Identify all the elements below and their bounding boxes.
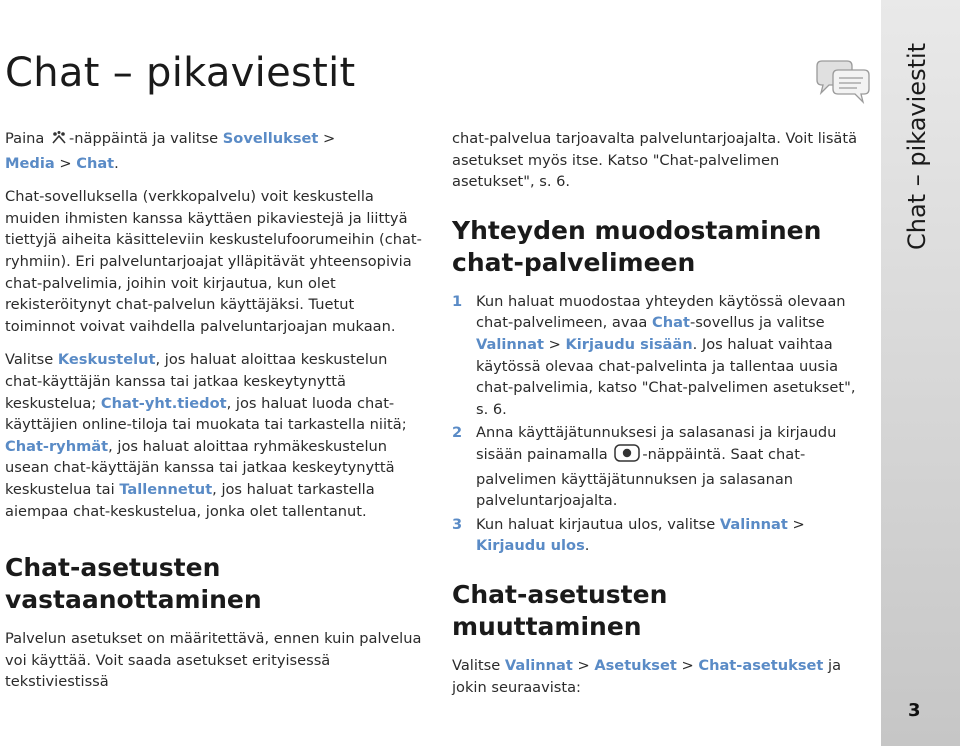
option-chat-app: Chat [652,314,690,332]
page-number: 3 [908,700,921,721]
option-saved: Tallennetut [119,480,213,498]
option-options: Valinnat [719,515,788,533]
option-options: Valinnat [504,656,573,674]
heading-receive-settings: Chat-asetusten vastaanottaminen [5,553,262,615]
option-chat-settings: Chat-asetukset [698,656,824,674]
option-log-out: Kirjaudu ulos [476,537,585,555]
continuation-paragraph: chat-palvelua tarjoavalta palveluntarjoajalta. Voit lisätä asetukset myös itse. Katso "Chat-palvelimen asetukset", s. 6. [452,130,858,191]
option-contacts: Chat-yht.tiedot [100,394,227,412]
select-key-icon [614,444,640,469]
step-item: 3 Kun haluat kirjautua ulos, valitse Valinnat > Kirjaudu ulos. [452,515,805,555]
heading-modify-settings: Chat-asetusten muuttaminen [452,579,668,641]
option-log-in: Kirjaudu sisään [565,335,693,353]
steps-list [452,291,864,557]
page-title: Chat – pikaviestit [5,50,356,96]
step-number: 3 [452,515,463,533]
heading-connect: Yhteyden muodostaminen chat-palvelimeen [452,215,822,277]
step-item: 2 Anna käyttäjätunnuksesi ja salasanasi ja kirjaudu sisään painamalla -näppäintä. Saat chat-palvelimen käyttäjätunnuksen ja salasanan palveluntarjoajalta. [452,424,837,510]
options-paragraph: Valitse Keskustelut, jos haluat aloittaa keskustelun chat-käyttäjän kanssa tai jatkaa keskeytynyttä keskustelua; Chat-yht.tiedot, jos haluat luoda chat-käyttäjien online-tiloja tai muokata tai tarkastella niitä; Chat-ryhmät, jos haluat aloittaa ryhmäkeskustelun usean chat-käyttäjän kanssa tai jatkaa keskeytynyttä keskustelua tai Tallennetut, jos haluat tarkastella aiempaa chat-keskustelua, jonka olet tallentanut. [5,351,407,520]
step-item: 1 Kun haluat muodostaa yhteyden käytössä olevaan chat-palvelimeen, avaa Chat-sovellus ja valitse Valinnat > Kirjaudu sisään. Jos haluat vaihtaa käytössä olevaa chat-palvelinta ja tallentaa uusia chat-palvelimia, katso "Chat-palvelimen asetukset", s. 6. [452,292,856,418]
chat-bubbles-icon [813,58,873,110]
option-groups: Chat-ryhmät [5,437,109,455]
right-column [452,128,864,710]
menu-path-media: Media [5,154,55,172]
receive-paragraph: Palvelun asetukset on määritettävä, ennen kuin palvelua voi käyttää. Voit saada asetukset erityisessä tekstiviestissä [5,630,422,691]
sidebar-chapter-title: Chat – pikaviestit [903,42,931,250]
menu-path-applications: Sovellukset [222,130,319,147]
step-number: 2 [452,424,463,442]
intro-paragraph: Paina -näppäintä ja valitse Sovellukset > Media > Chat. [5,130,336,172]
option-options: Valinnat [476,335,544,353]
menu-key-icon [51,130,67,153]
option-settings: Asetukset [594,656,677,674]
option-conversations: Keskustelut [57,351,156,369]
description-paragraph: Chat-sovelluksella (verkkopalvelu) voit keskustella muiden ihmisten kanssa käyttäen pikaviestejä ja liittyä tiettyjä aiheita käsitteleviin keskustelufoorumeihin (chat-ryhmiin). Eri palveluntarjoajat ylläpitävät yhteensopivia chat-palvelimia, joihin voit kirjautua, kun olet rekisteröitynyt chat-palvelun käyttäjäksi. Tuetut toiminnot voivat vaihdella palveluntarjoajan mukaan. [5,188,422,335]
left-column [5,128,425,705]
step-number: 1 [452,292,463,310]
modify-paragraph: Valitse Valinnat > Asetukset > Chat-asetukset ja jokin seuraavista: [452,656,842,696]
menu-path-chat: Chat [76,154,115,172]
